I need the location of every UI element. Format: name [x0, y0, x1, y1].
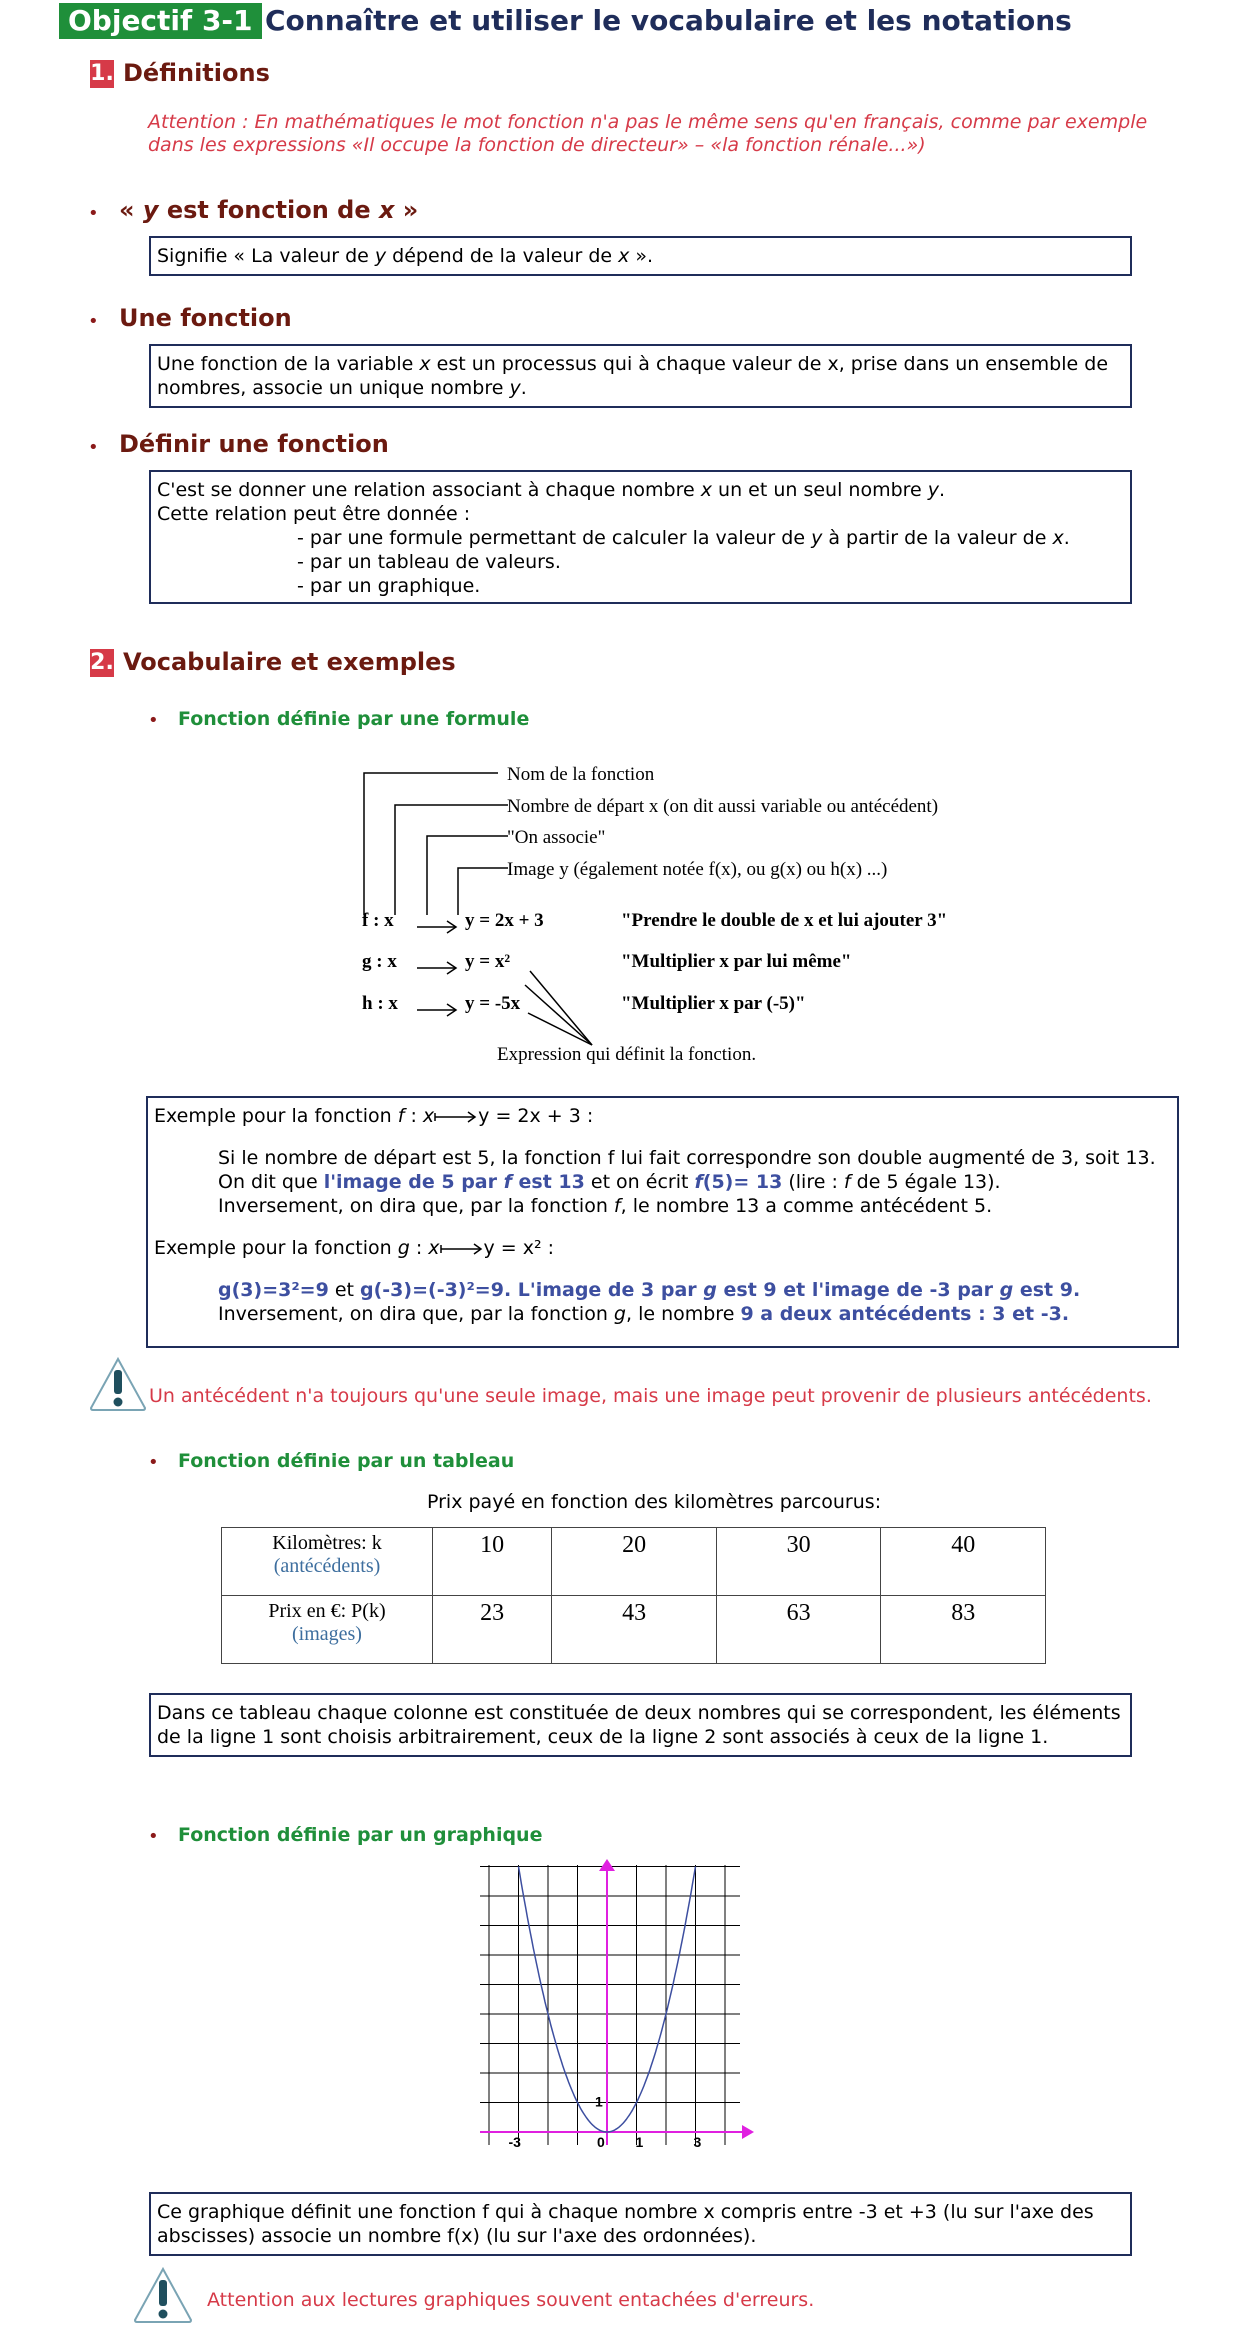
table-row-label: Kilomètres: k (antécédents) — [222, 1528, 433, 1596]
bullet: • — [148, 1826, 159, 1847]
function-f-name: f : x — [362, 910, 394, 931]
x-tick-label: -3 — [508, 2134, 521, 2150]
function-h-name: h : x — [362, 993, 398, 1014]
objective-badge: Objectif 3-1 — [59, 3, 262, 39]
definition-box: Signifie « La valeur de y dépend de la valeur de x ». — [149, 236, 1132, 276]
table-cell: 43 — [552, 1596, 717, 1664]
function-f-expression: y = 2x + 3 — [465, 910, 544, 931]
section-number: 1. — [90, 61, 114, 86]
function-g-expression: y = x² — [465, 951, 511, 972]
table-cell: 40 — [881, 1528, 1046, 1596]
subheading-tableau: Fonction définie par un tableau — [178, 1450, 515, 1472]
bullet: • — [88, 203, 99, 224]
bullet: • — [88, 311, 99, 332]
definition-box: Une fonction de la variable x est un processus qui à chaque valeur de x, prise dans un ensemble de nombres, associe un unique nombre y. — [149, 344, 1132, 408]
y-tick-label: 1 — [595, 2093, 603, 2110]
table-explanation-box: Dans ce tableau chaque colonne est constituée de deux nombres qui se correspondent, les éléments de la ligne 1 sont choisis arbitrairement, ceux de la ligne 2 sont associés à ceux de la ligne 1. — [149, 1693, 1132, 1757]
table-row — [222, 1596, 1046, 1664]
bullet: • — [88, 437, 99, 458]
x-tick-label: 1 — [635, 2134, 644, 2150]
bullet: • — [148, 1452, 159, 1473]
subheading-formule: Fonction définie par une formule — [178, 708, 530, 730]
definition-box: C'est se donner une relation associant à chaque nombre x un et un seul nombre y. Cette relation peut être donnée : - par une formule permettant de calculer la valeur de y à partir de la valeur de x. - par un tableau de valeurs. - par un graphique. — [149, 470, 1132, 604]
subsection-title: Une fonction — [119, 304, 292, 332]
subheading-graphique: Fonction définie par un graphique — [178, 1824, 543, 1846]
page-title: Connaître et utiliser le vocabulaire et les notations — [265, 4, 1072, 37]
values-table — [221, 1527, 1046, 1664]
expression-caption: Expression qui définit la fonction. — [497, 1044, 757, 1065]
label-start-number: Nombre de départ x (on dit aussi variable ou antécédent) — [507, 796, 939, 817]
table-cell: 30 — [716, 1528, 881, 1596]
maps-to-arrow-icon — [434, 1110, 478, 1124]
warning-icon — [88, 1356, 148, 1412]
y-axis-arrow — [599, 1859, 615, 1871]
graph-warning: Attention aux lectures graphiques souvent entachées d'erreurs. — [207, 2289, 815, 2311]
table-row — [222, 1528, 1046, 1596]
function-h-description: "Multiplier x par (-5)" — [621, 993, 806, 1014]
function-g-description: "Multiplier x par lui même" — [621, 951, 852, 972]
section-title: Vocabulaire et exemples — [123, 648, 456, 676]
table-cell: 83 — [881, 1596, 1046, 1664]
table-cell: 10 — [433, 1528, 552, 1596]
example-box: Exemple pour la fonction f : x y = 2x + 3 : Si le nombre de départ est 5, la fonction f lui fait correspondre son double augmenté de 3, soit 13. On dit que l'image de 5 par f est 13 et on écrit f(5)= 13 (lire : f de 5 égale 13). Inversement, on dira que, par la fonction f, le nombre 13 a comme antécédent 5. Exemple pour la fonction g : x y = x² : g(3)=3²=9 et g(-3)=(-3)²=9. L'image de 3 par g est 9 et l'image de -3 par g est 9. Inversement, on dira que, par la fonction g, le nombre 9 a deux antécédents : 3 et -3. — [146, 1096, 1179, 1348]
x-tick-label: 0 — [597, 2134, 605, 2150]
antecedent-note: Un antécédent n'a toujours qu'une seule image, mais une image peut provenir de plusieurs antécédents. — [149, 1385, 1152, 1407]
label-image: Image y (également notée f(x), ou g(x) ou h(x) ...) — [507, 859, 888, 880]
label-function-name: Nom de la fonction — [507, 764, 655, 785]
table-cell: 63 — [716, 1596, 881, 1664]
function-g-name: g : x — [362, 951, 397, 972]
x-axis-arrow — [742, 2125, 754, 2139]
subsection-title: Définir une fonction — [119, 430, 389, 458]
graph-explanation-box: Ce graphique définit une fonction f qui à chaque nombre x compris entre -3 et +3 (lu sur l'axe des abscisses) associe un nombre f(x) (lu sur l'axe des ordonnées). — [149, 2192, 1132, 2256]
label-associate: "On associe" — [507, 827, 606, 848]
subsection-title: « y est fonction de x » — [119, 196, 419, 224]
section-number: 2. — [90, 650, 114, 675]
function-graph — [470, 1855, 760, 2165]
bullet: • — [148, 710, 159, 731]
warning-icon — [132, 2266, 194, 2324]
table-row-label: Prix en €: P(k) (images) — [222, 1596, 433, 1664]
table-cell: 23 — [433, 1596, 552, 1664]
maps-to-arrow-icon — [440, 1242, 484, 1256]
table-caption: Prix payé en fonction des kilomètres parcourus: — [427, 1491, 882, 1513]
attention-note: Attention : En mathématiques le mot fonction n'a pas le même sens qu'en français, comme par exemple dans les expressions «Il occupe la fonction de directeur» – «la fonction rénale...») — [148, 111, 1148, 156]
function-f-description: "Prendre le double de x et lui ajouter 3" — [621, 910, 948, 931]
section-title: Définitions — [123, 59, 270, 87]
function-h-expression: y = -5x — [465, 993, 521, 1014]
table-cell: 20 — [552, 1528, 717, 1596]
x-tick-label: 3 — [693, 2134, 702, 2150]
